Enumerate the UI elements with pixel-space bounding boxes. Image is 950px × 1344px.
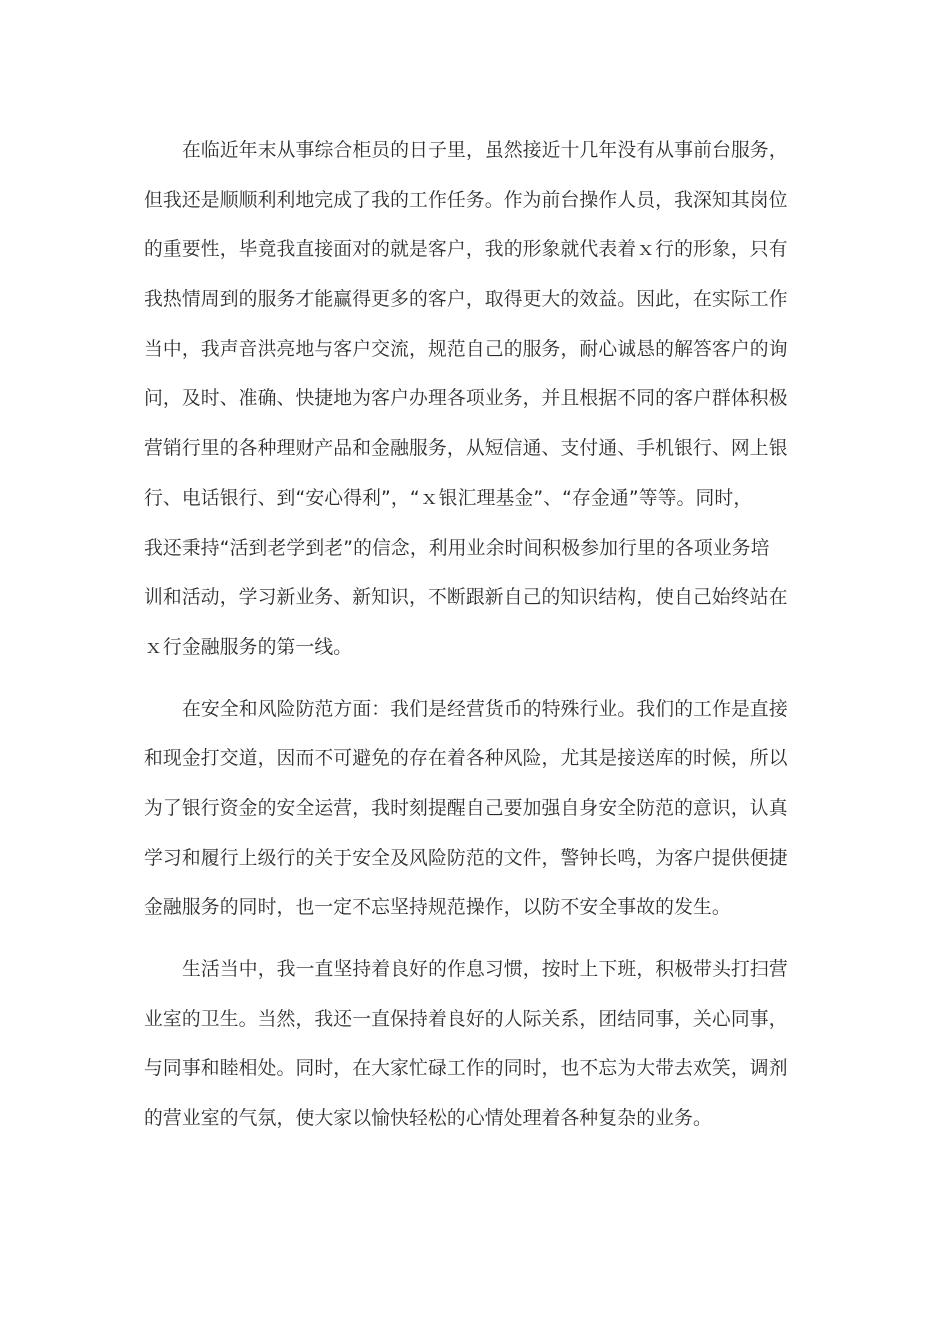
text-line: 营销行里的各种理财产品和金融服务，从短信通、支付通、手机银行、网上银 — [144, 438, 788, 460]
text-line: 为了银行资金的安全运营，我时刻提醒自己要加强自身安全防范的意识，认真 — [144, 797, 788, 819]
text-line: 行、电话银行、到“安心得利”，“ｘ银汇理基金”、“存金通”等等。同时， — [144, 487, 753, 509]
text-line: ｘ行金融服务的第一线。 — [144, 636, 353, 658]
text-line: 问，及时、准确、快捷地为客户办理各项业务，并且根据不同的客户群体积极 — [144, 388, 788, 410]
text-line: 在安全和风险防范方面：我们是经营货币的特殊行业。我们的工作是直接 — [182, 698, 788, 720]
text-line: 当中，我声音洪亮地与客户交流，规范自己的服务，耐心诚恳的解答客户的询 — [144, 338, 788, 360]
text-line: 学习和履行上级行的关于安全及风险防范的文件，警钟长鸣，为客户提供便捷 — [144, 847, 788, 869]
text-line: 我热情周到的服务才能赢得更多的客户，取得更大的效益。因此，在实际工作 — [144, 289, 788, 311]
text-line: 的营业室的气氛，使大家以愉快轻松的心情处理着各种复杂的业务。 — [144, 1108, 712, 1130]
text-line: 和现金打交道，因而不可避免的存在着各种风险，尤其是接送库的时候，所以 — [144, 748, 788, 770]
paragraph — [144, 685, 804, 933]
text-line: 我还秉持“活到老学到老”的信念，利用业余时间积极参加行里的各项业务培 — [144, 537, 770, 559]
text-line: 业室的卫生。当然，我还一直保持着良好的人际关系，团结同事，关心同事， — [144, 1008, 788, 1030]
text-line: 与同事和睦相处。同时，在大家忙碌工作的同时，也不忘为大带去欢笑，调剂 — [144, 1058, 788, 1080]
text-line: 金融服务的同时，也一定不忘坚持规范操作，以防不安全事故的发生。 — [144, 897, 731, 919]
text-line: 但我还是顺顺利利地完成了我的工作任务。作为前台操作人员，我深知其岗位 — [144, 189, 788, 211]
document-body — [144, 126, 804, 1144]
text-line: 在临近年末从事综合柜员的日子里，虽然接近十几年没有从事前台服务， — [182, 140, 788, 161]
text-line: 的重要性，毕竟我直接面对的就是客户，我的形象就代表着ｘ行的形象，只有 — [144, 239, 788, 261]
paragraph-spacing — [144, 933, 804, 945]
paragraph — [144, 126, 804, 673]
paragraph — [144, 945, 804, 1144]
text-line: 训和活动，学习新业务、新知识，不断跟新自己的知识结构，使自己始终站在 — [144, 587, 788, 609]
paragraph-spacing — [144, 673, 804, 685]
text-line: 生活当中，我一直坚持着良好的作息习惯，按时上下班，积极带头打扫营 — [182, 959, 788, 980]
